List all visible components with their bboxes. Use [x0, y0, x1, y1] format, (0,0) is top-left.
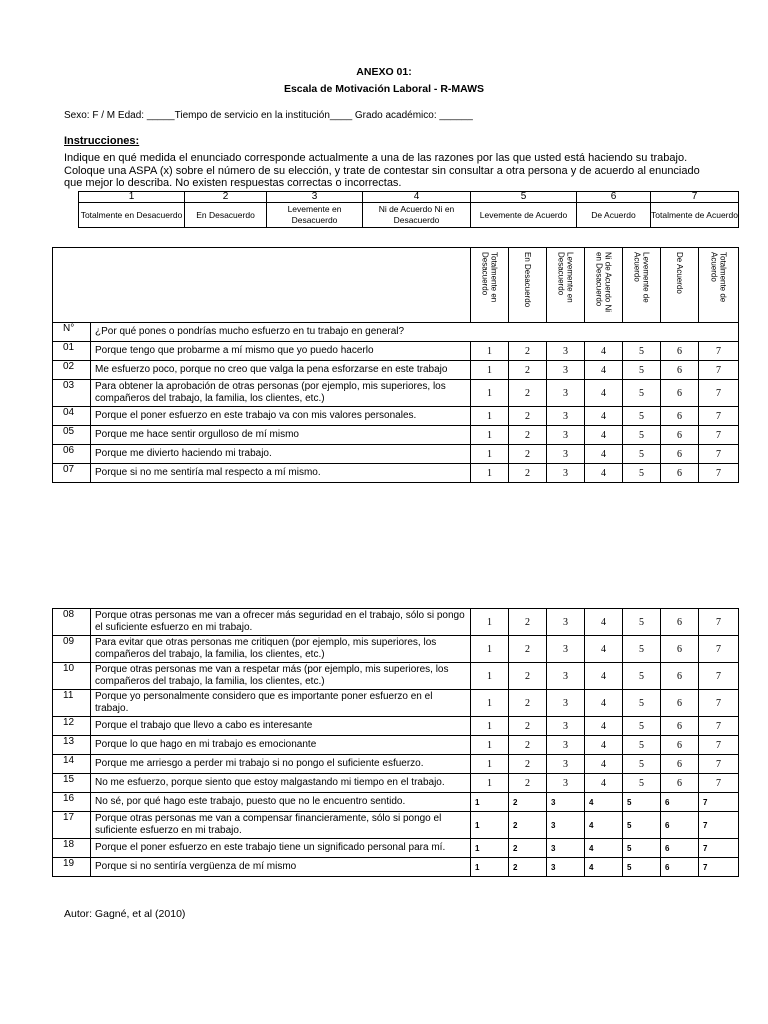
- response-option[interactable]: 3: [547, 636, 585, 663]
- table-row: [53, 609, 739, 636]
- item-number: 08: [53, 609, 91, 636]
- response-option[interactable]: 6: [661, 464, 699, 483]
- table-row: [53, 755, 739, 774]
- rotated-header-label: Levemente de Acuerdo: [632, 252, 651, 303]
- response-option[interactable]: 4: [585, 736, 623, 755]
- item-number: 05: [53, 426, 91, 445]
- author-credit: Autor: Gagné, et al (2010): [64, 908, 186, 920]
- item-statement: Para evitar que otras personas me critiquen (por ejemplo, mis superiores, los compañeros del trabajo, la familia, los clientes, etc.): [91, 636, 471, 663]
- instructions-line: Coloque una ASPA (x) sobre el número de su elección, y trate de contestar sin consultar a otra persona y de acuerdo al enunciado: [64, 164, 700, 177]
- response-option[interactable]: 7: [699, 793, 739, 812]
- response-option[interactable]: 1: [471, 690, 509, 717]
- response-option[interactable]: 3: [547, 736, 585, 755]
- response-option[interactable]: 2: [509, 426, 547, 445]
- response-option[interactable]: 4: [585, 407, 623, 426]
- item-number: 09: [53, 636, 91, 663]
- table-row: [53, 426, 739, 445]
- table-row: [53, 839, 739, 858]
- response-option[interactable]: 3: [547, 361, 585, 380]
- response-option[interactable]: 2: [509, 812, 547, 839]
- rotated-header-label: Ni de Acuerdo Ni en Desacuerdo: [594, 252, 613, 313]
- item-statement: Porque el poner esfuerzo en este trabajo tiene un significado personal para mí.: [91, 839, 471, 858]
- table-header-row: [53, 248, 739, 323]
- response-option[interactable]: 5: [623, 609, 661, 636]
- item-statement: Porque me hace sentir orgulloso de mí mismo: [91, 426, 471, 445]
- response-option[interactable]: 7: [699, 445, 739, 464]
- response-option[interactable]: 4: [585, 717, 623, 736]
- response-option[interactable]: 3: [547, 793, 585, 812]
- item-statement: Porque otras personas me van a ofrecer más seguridad en el trabajo, sólo si pongo el suficiente esfuerzo en mi trabajo.: [91, 609, 471, 636]
- item-number: 10: [53, 663, 91, 690]
- item-statement: Para obtener la aprobación de otras personas (por ejemplo, mis superiores, los compañeros del trabajo, la familia, los clientes, etc.): [91, 380, 471, 407]
- response-option[interactable]: 1: [471, 380, 509, 407]
- response-option[interactable]: 3: [547, 426, 585, 445]
- scale-legend-table: [78, 191, 739, 228]
- rotated-header-label: Totalmente de Acuerdo: [709, 252, 728, 303]
- response-option[interactable]: 1: [471, 736, 509, 755]
- response-option[interactable]: 4: [585, 342, 623, 361]
- response-option[interactable]: 5: [623, 839, 661, 858]
- rotated-header-cell: [471, 248, 509, 323]
- response-option[interactable]: 2: [509, 342, 547, 361]
- response-option[interactable]: 7: [699, 426, 739, 445]
- item-number: 18: [53, 839, 91, 858]
- item-statement: Porque me divierto haciendo mi trabajo.: [91, 445, 471, 464]
- table-row: [53, 361, 739, 380]
- response-option[interactable]: 2: [509, 858, 547, 877]
- table-row: [53, 663, 739, 690]
- table-row: [53, 464, 739, 483]
- item-statement: Porque yo personalmente considero que es importante poner esfuerzo en el trabajo.: [91, 690, 471, 717]
- item-number: 19: [53, 858, 91, 877]
- response-option[interactable]: 7: [699, 342, 739, 361]
- item-number: 17: [53, 812, 91, 839]
- response-option[interactable]: 3: [547, 609, 585, 636]
- table-row: [53, 736, 739, 755]
- document-title: ANEXO 01:: [356, 66, 412, 78]
- response-option[interactable]: 7: [699, 839, 739, 858]
- response-option[interactable]: 4: [585, 663, 623, 690]
- response-option[interactable]: 5: [623, 690, 661, 717]
- response-option[interactable]: 6: [661, 812, 699, 839]
- response-option[interactable]: 2: [509, 445, 547, 464]
- survey-table-part2: [52, 608, 739, 877]
- table-row: [53, 812, 739, 839]
- rotated-header-cell: [623, 248, 661, 323]
- item-number: 07: [53, 464, 91, 483]
- item-number: 11: [53, 690, 91, 717]
- item-number: 04: [53, 407, 91, 426]
- response-option[interactable]: 7: [699, 774, 739, 793]
- response-option[interactable]: 6: [661, 663, 699, 690]
- item-statement: Me esfuerzo poco, porque no creo que valga la pena esforzarse en este trabajo: [91, 361, 471, 380]
- response-option[interactable]: 7: [699, 858, 739, 877]
- response-option[interactable]: 4: [585, 445, 623, 464]
- scale-label: Levemente en Desacuerdo: [267, 203, 363, 228]
- response-option[interactable]: 3: [547, 858, 585, 877]
- response-option[interactable]: 3: [547, 464, 585, 483]
- response-option[interactable]: 1: [471, 445, 509, 464]
- response-option[interactable]: 6: [661, 717, 699, 736]
- response-option[interactable]: 1: [471, 755, 509, 774]
- response-option[interactable]: 5: [623, 426, 661, 445]
- response-option[interactable]: 1: [471, 717, 509, 736]
- response-option[interactable]: 5: [623, 774, 661, 793]
- response-option[interactable]: 6: [661, 426, 699, 445]
- instructions-heading: Instrucciones:: [64, 135, 140, 147]
- response-option[interactable]: 5: [623, 736, 661, 755]
- scale-number: 2: [185, 192, 267, 203]
- rotated-header-label: En Desacuerdo: [523, 252, 532, 308]
- rotated-header-cell: [661, 248, 699, 323]
- item-statement: Porque si no me sentiría mal respecto a mí mismo.: [91, 464, 471, 483]
- response-option[interactable]: 2: [509, 717, 547, 736]
- response-option[interactable]: 1: [471, 793, 509, 812]
- rotated-header-label: Totalmente en Desacuerdo: [480, 252, 499, 303]
- response-option[interactable]: 5: [623, 464, 661, 483]
- response-option[interactable]: 1: [471, 636, 509, 663]
- response-option[interactable]: 6: [661, 736, 699, 755]
- response-option[interactable]: 5: [623, 812, 661, 839]
- response-option[interactable]: 7: [699, 609, 739, 636]
- item-statement: Porque otras personas me van a compensar financieramente, sólo si pongo el suficiente esfuerzo en mi trabajo.: [91, 812, 471, 839]
- table-row: [53, 717, 739, 736]
- response-option[interactable]: 7: [699, 663, 739, 690]
- response-option[interactable]: 3: [547, 812, 585, 839]
- response-option[interactable]: 6: [661, 380, 699, 407]
- table-row: [53, 690, 739, 717]
- table-row: [53, 407, 739, 426]
- response-option[interactable]: 2: [509, 736, 547, 755]
- response-option[interactable]: 4: [585, 636, 623, 663]
- response-option[interactable]: 5: [623, 663, 661, 690]
- scale-label: Ni de Acuerdo Ni en Desacuerdo: [363, 203, 471, 228]
- response-option[interactable]: 3: [547, 663, 585, 690]
- response-option[interactable]: 4: [585, 464, 623, 483]
- response-option[interactable]: 2: [509, 464, 547, 483]
- response-option[interactable]: 2: [509, 793, 547, 812]
- response-option[interactable]: 3: [547, 445, 585, 464]
- response-option[interactable]: 3: [547, 839, 585, 858]
- response-option[interactable]: 7: [699, 736, 739, 755]
- response-option[interactable]: 5: [623, 342, 661, 361]
- response-option[interactable]: 4: [585, 380, 623, 407]
- response-option[interactable]: 6: [661, 774, 699, 793]
- response-option[interactable]: 7: [699, 464, 739, 483]
- response-option[interactable]: 5: [623, 858, 661, 877]
- response-option[interactable]: 7: [699, 636, 739, 663]
- question-row: [53, 323, 739, 342]
- item-statement: Porque el trabajo que llevo a cabo es interesante: [91, 717, 471, 736]
- question-text: ¿Por qué pones o pondrías mucho esfuerzo en tu trabajo en general?: [91, 323, 739, 342]
- rotated-header-label: De Acuerdo: [675, 252, 684, 294]
- demographics-line[interactable]: Sexo: F / M Edad: _____Tiempo de servicio en la institución____ Grado académico: ______: [64, 110, 473, 121]
- response-option[interactable]: 6: [661, 636, 699, 663]
- item-statement: Porque si no sentiría vergüenza de mí mismo: [91, 858, 471, 877]
- response-option[interactable]: 1: [471, 407, 509, 426]
- instructions-line: que mejor lo describa. No existen respuestas correctas o incorrectas.: [64, 177, 402, 189]
- rotated-header-cell: [585, 248, 623, 323]
- scale-number: 3: [267, 192, 363, 203]
- table-row: [53, 793, 739, 812]
- item-number: 14: [53, 755, 91, 774]
- item-number: 13: [53, 736, 91, 755]
- item-statement: No me esfuerzo, porque siento que estoy malgastando mi tiempo en el trabajo.: [91, 774, 471, 793]
- header-blank-cell: [53, 248, 471, 323]
- table-row: [53, 858, 739, 877]
- response-option[interactable]: 6: [661, 361, 699, 380]
- response-option[interactable]: 7: [699, 361, 739, 380]
- scale-number: 7: [651, 192, 739, 203]
- scale-number: 5: [471, 192, 577, 203]
- scale-number: 1: [79, 192, 185, 203]
- response-option[interactable]: 4: [585, 609, 623, 636]
- response-option[interactable]: 7: [699, 717, 739, 736]
- item-number: 06: [53, 445, 91, 464]
- response-option[interactable]: 3: [547, 690, 585, 717]
- response-option[interactable]: 2: [509, 663, 547, 690]
- response-option[interactable]: 3: [547, 755, 585, 774]
- response-option[interactable]: 1: [471, 609, 509, 636]
- response-option[interactable]: 2: [509, 380, 547, 407]
- response-option[interactable]: 5: [623, 407, 661, 426]
- item-number: 15: [53, 774, 91, 793]
- response-option[interactable]: 6: [661, 342, 699, 361]
- response-option[interactable]: 6: [661, 839, 699, 858]
- response-option[interactable]: 1: [471, 342, 509, 361]
- table-row: [53, 636, 739, 663]
- rotated-header-cell: [509, 248, 547, 323]
- response-option[interactable]: 1: [471, 361, 509, 380]
- response-option[interactable]: 1: [471, 464, 509, 483]
- item-statement: Porque tengo que probarme a mí mismo que yo puedo hacerlo: [91, 342, 471, 361]
- response-option[interactable]: 2: [509, 609, 547, 636]
- response-option[interactable]: 5: [623, 636, 661, 663]
- response-option[interactable]: 5: [623, 380, 661, 407]
- scale-label: Levemente de Acuerdo: [471, 203, 577, 228]
- response-option[interactable]: 4: [585, 812, 623, 839]
- scale-label: Totalmente de Acuerdo: [651, 203, 739, 228]
- response-option[interactable]: 4: [585, 858, 623, 877]
- table-row: [53, 774, 739, 793]
- response-option[interactable]: 3: [547, 407, 585, 426]
- response-option[interactable]: 4: [585, 793, 623, 812]
- response-option[interactable]: 6: [661, 609, 699, 636]
- response-option[interactable]: 5: [623, 755, 661, 774]
- response-option[interactable]: 1: [471, 858, 509, 877]
- item-statement: Porque otras personas me van a respetar más (por ejemplo, mis superiores, los compañeros del trabajo, la familia, los clientes, etc.): [91, 663, 471, 690]
- response-option[interactable]: 2: [509, 690, 547, 717]
- response-option[interactable]: 1: [471, 812, 509, 839]
- response-option[interactable]: 7: [699, 755, 739, 774]
- instructions-line: Indique en qué medida el enunciado corresponde actualmente a una de las razones por las que usted está haciendo su trabajo.: [64, 152, 688, 164]
- item-number: 12: [53, 717, 91, 736]
- column-number-label: N°: [53, 323, 91, 342]
- rotated-header-cell: [547, 248, 585, 323]
- response-option[interactable]: 2: [509, 839, 547, 858]
- item-number: 02: [53, 361, 91, 380]
- item-statement: Porque lo que hago en mi trabajo es emocionante: [91, 736, 471, 755]
- table-row: [53, 445, 739, 464]
- response-option[interactable]: 6: [661, 407, 699, 426]
- document-subtitle: Escala de Motivación Laboral - R-MAWS: [283, 83, 485, 95]
- item-statement: Porque el poner esfuerzo en este trabajo va con mis valores personales.: [91, 407, 471, 426]
- response-option[interactable]: 6: [661, 858, 699, 877]
- response-option[interactable]: 1: [471, 839, 509, 858]
- response-option[interactable]: 4: [585, 774, 623, 793]
- response-option[interactable]: 4: [585, 361, 623, 380]
- item-statement: No sé, por qué hago este trabajo, puesto que no le encuentro sentido.: [91, 793, 471, 812]
- response-option[interactable]: 6: [661, 793, 699, 812]
- rotated-header-label: Levemente en Desacuerdo: [556, 252, 575, 303]
- response-option[interactable]: 3: [547, 380, 585, 407]
- response-option[interactable]: 7: [699, 690, 739, 717]
- response-option[interactable]: 5: [623, 445, 661, 464]
- response-option[interactable]: 4: [585, 426, 623, 445]
- rotated-header-cell: [699, 248, 739, 323]
- response-option[interactable]: 7: [699, 812, 739, 839]
- scale-label: En Desacuerdo: [185, 203, 267, 228]
- instructions-text: [64, 152, 704, 190]
- response-option[interactable]: 7: [699, 380, 739, 407]
- response-option[interactable]: 6: [661, 445, 699, 464]
- survey-table-part1: [52, 247, 739, 483]
- response-option[interactable]: 6: [661, 690, 699, 717]
- response-option[interactable]: 1: [471, 774, 509, 793]
- response-option[interactable]: 4: [585, 839, 623, 858]
- response-option[interactable]: 3: [547, 774, 585, 793]
- scale-number: 6: [577, 192, 651, 203]
- response-option[interactable]: 2: [509, 755, 547, 774]
- response-option[interactable]: 1: [471, 426, 509, 445]
- response-option[interactable]: 2: [509, 774, 547, 793]
- table-row: [53, 342, 739, 361]
- response-option[interactable]: 2: [509, 361, 547, 380]
- scale-number: 4: [363, 192, 471, 203]
- response-option[interactable]: 2: [509, 407, 547, 426]
- response-option[interactable]: 2: [509, 636, 547, 663]
- response-option[interactable]: 4: [585, 690, 623, 717]
- scale-label: De Acuerdo: [577, 203, 651, 228]
- response-option[interactable]: 3: [547, 717, 585, 736]
- item-statement: Porque me arriesgo a perder mi trabajo si no pongo el suficiente esfuerzo.: [91, 755, 471, 774]
- response-option[interactable]: 4: [585, 755, 623, 774]
- item-number: 03: [53, 380, 91, 407]
- response-option[interactable]: 5: [623, 717, 661, 736]
- response-option[interactable]: 1: [471, 663, 509, 690]
- scale-label: Totalmente en Desacuerdo: [79, 203, 185, 228]
- item-number: 01: [53, 342, 91, 361]
- response-option[interactable]: 5: [623, 361, 661, 380]
- response-option[interactable]: 3: [547, 342, 585, 361]
- response-option[interactable]: 7: [699, 407, 739, 426]
- item-number: 16: [53, 793, 91, 812]
- response-option[interactable]: 6: [661, 755, 699, 774]
- table-row: [53, 380, 739, 407]
- response-option[interactable]: 5: [623, 793, 661, 812]
